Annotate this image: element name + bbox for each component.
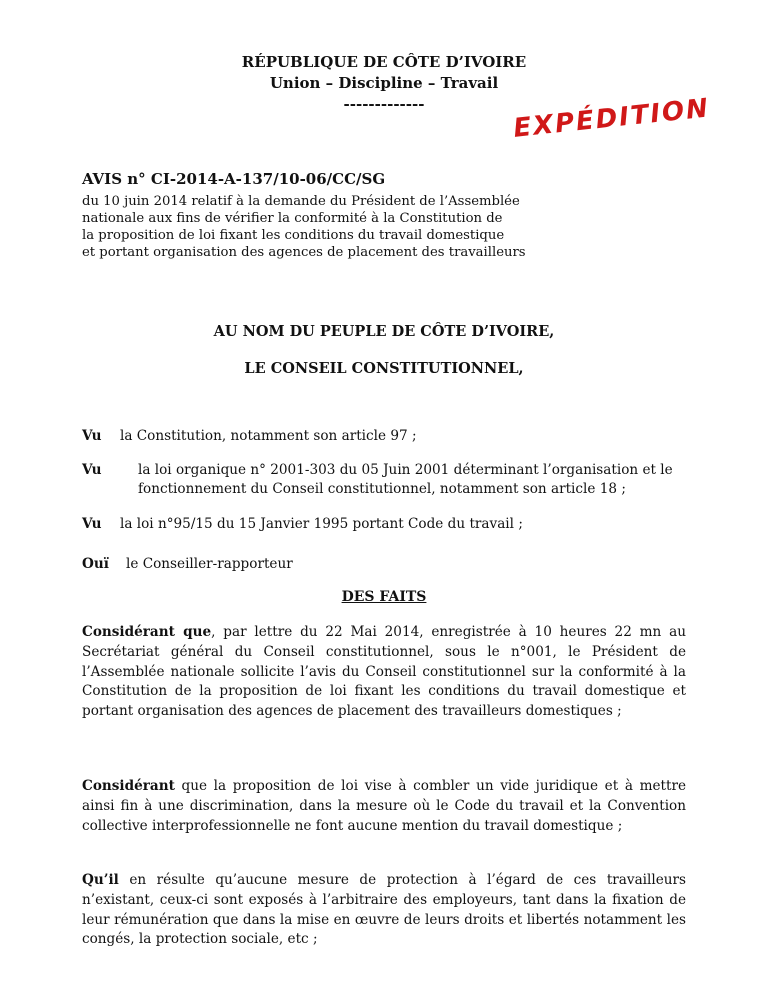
avis-subtitle — [82, 193, 602, 261]
visa-text: la loi organique n° 2001-303 du 05 Juin 2001 déterminant l’organisation et le fonctionnement du Conseil constitutionnel, notamment son article 18 ; — [138, 462, 673, 497]
national-motto: Union – Discipline – Travail — [269, 74, 499, 92]
paragraph-body: que la proposition de loi vise à combler un vide juridique et à mettre ainsi fin à une discrimination, dans la mesure où le Code du travail et la Convention collective interprofessionnelle ne font aucune mention du travail domestique ; — [82, 778, 686, 834]
visa-text: le Conseiller-rapporteur — [126, 556, 293, 572]
paragraph-quil — [82, 871, 686, 950]
paragraph-lead: Qu’il — [82, 872, 119, 888]
paragraph-lead: Considérant que — [82, 624, 212, 640]
visa-key: Vu — [82, 428, 102, 444]
expedition-stamp: EXPÉDITION — [512, 93, 712, 144]
visa-text: la Constitution, notamment son article 97 ; — [120, 428, 417, 444]
avis-subtitle-line: du 10 juin 2014 relatif à la demande du Président de l’Assemblée — [82, 194, 520, 209]
paragraph-considerant-1 — [82, 623, 686, 722]
avis-subtitle-line: et portant organisation des agences de placement des travailleurs — [82, 245, 526, 260]
country-name: RÉPUBLIQUE DE CÔTE D’IVOIRE — [241, 53, 527, 71]
visa-key: Vu — [82, 462, 102, 478]
paragraph-lead: Considérant — [82, 778, 175, 794]
section-title-faits: DES FAITS — [341, 589, 427, 605]
visa-text: la loi n°95/15 du 15 Janvier 1995 portant Code du travail ; — [120, 516, 523, 532]
avis-title: AVIS n° CI-2014-A-137/10-06/CC/SG — [82, 170, 386, 188]
paragraph-body: , par lettre du 22 Mai 2014, enregistrée à 10 heures 22 mn au Secrétariat général du Conseil constitutionnel, sous le n°001, le Président de l’Assemblée nationale sollicite l’avis du Conseil constitutionnel sur la conformité à la Constitution de la proposition de loi fixant les conditions du travail domestique et portant organisation des agences de placement des travailleurs domestiques ; — [82, 624, 686, 720]
preamble-council: LE CONSEIL CONSTITUTIONNEL, — [244, 360, 524, 377]
avis-subtitle-line: la proposition de loi fixant les conditions du travail domestique — [82, 228, 505, 243]
visa-key: Vu — [82, 516, 102, 532]
paragraph-considerant-2 — [82, 777, 686, 836]
avis-subtitle-line: nationale aux fins de vérifier la conformité à la Constitution de — [82, 211, 503, 226]
preamble-people: AU NOM DU PEUPLE DE CÔTE D’IVOIRE, — [213, 323, 555, 340]
visa-key: Ouï — [82, 556, 109, 572]
header-divider: ------------- — [343, 95, 425, 113]
paragraph-body: en résulte qu’aucune mesure de protection à l’égard de ces travailleurs n’existant, ceux-ci sont exposés à l’arbitraire des employeurs, tant dans la fixation de leur rémunération que dans la mise en œuvre de leurs droits et libertés notamment les congés, la protection sociale, etc ; — [82, 872, 686, 948]
